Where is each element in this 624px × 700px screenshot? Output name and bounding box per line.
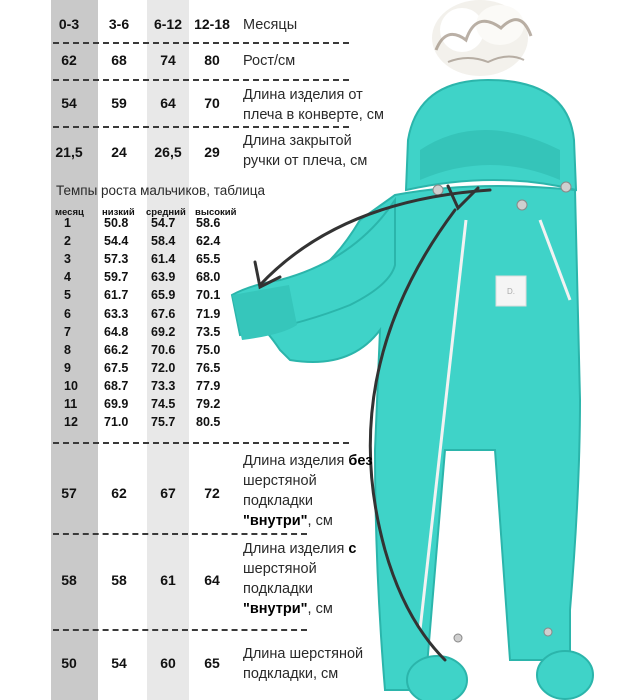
header-cell: 0-3 <box>58 16 80 32</box>
growth-month-cell: 3 <box>64 252 71 267</box>
growth-value-cell: 50.8 <box>104 216 129 230</box>
header-label: Месяцы <box>243 17 298 33</box>
growth-month-cell: 1 <box>64 216 71 230</box>
growth-month-cell: 12 <box>64 415 78 430</box>
growth-value-cell: 63.3 <box>104 306 129 321</box>
growth-month-cell: 10 <box>64 378 78 393</box>
svg-text:D.: D. <box>507 287 515 296</box>
growth-value-cell: 70.1 <box>196 288 221 303</box>
length-envelope-cell: 70 <box>204 95 220 111</box>
growth-value-cell: 79.2 <box>196 397 221 411</box>
sleeve-cell: 21,5 <box>55 144 83 160</box>
growth-month-cell: 4 <box>64 270 71 285</box>
growth-header: средний <box>146 207 186 218</box>
sleeve-label: Длина закрытой ручки от плеча, см <box>243 133 368 169</box>
growth-month-cell: 9 <box>64 360 71 375</box>
growth-value-cell: 57.3 <box>104 252 129 267</box>
growth-header: месяц <box>55 207 84 218</box>
row-separator <box>53 79 349 81</box>
growth-value-cell: 54.4 <box>104 234 129 249</box>
height-cell: 68 <box>111 52 127 68</box>
growth-value-cell: 75.0 <box>196 342 221 357</box>
with-lining-cell: 58 <box>111 572 127 588</box>
growth-month-cell: 6 <box>64 306 71 321</box>
without-lining-cell: 72 <box>204 485 220 501</box>
with-lining-cell: 61 <box>160 572 176 588</box>
with-lining-cell: 58 <box>61 572 77 588</box>
growth-value-cell: 71.0 <box>104 415 129 430</box>
row-separator <box>53 126 349 128</box>
label-text: , см <box>307 601 333 617</box>
height-cell: 74 <box>160 52 176 68</box>
growth-value-cell: 69.2 <box>151 324 176 339</box>
growth-value-cell: 67.5 <box>104 360 129 375</box>
growth-value-cell: 59.7 <box>104 270 129 285</box>
header-cell: 6-12 <box>153 16 183 32</box>
with-lining-cell: 64 <box>204 572 220 588</box>
length-envelope-cell: 54 <box>61 95 77 111</box>
lining-cell: 65 <box>204 655 220 671</box>
growth-value-cell: 67.6 <box>151 306 176 321</box>
label-emphasis: "внутри" <box>243 513 308 529</box>
sleeve-cell: 29 <box>204 144 220 160</box>
length-envelope-cell: 64 <box>160 95 176 111</box>
growth-value-cell: 64.8 <box>104 324 129 339</box>
label-emphasis: "внутри" <box>243 601 308 617</box>
lining-cell: 54 <box>111 655 127 671</box>
fur-pompom <box>432 0 531 76</box>
row-separator <box>53 629 307 631</box>
lining-cell: 50 <box>61 655 77 671</box>
growth-header: низкий <box>102 207 135 218</box>
growth-value-cell: 76.5 <box>196 360 221 375</box>
lining-cell: 60 <box>160 655 176 671</box>
growth-value-cell: 73.3 <box>151 378 176 393</box>
growth-table-title: Темпы роста мальчиков, таблица <box>56 183 266 198</box>
label-text: Длина изделия <box>243 453 349 469</box>
growth-month-cell: 11 <box>64 397 78 411</box>
growth-value-cell: 68.7 <box>104 378 129 393</box>
growth-value-cell: 73.5 <box>196 324 221 339</box>
growth-value-cell: 65.5 <box>196 252 221 267</box>
sleeve-cell: 24 <box>111 144 127 160</box>
label-text: шерстяной подкладки <box>243 473 317 509</box>
label-emphasis: без <box>348 453 373 469</box>
height-cell: 80 <box>204 52 220 68</box>
lining-label: Длина шерстяной подкладки, см <box>243 646 364 682</box>
growth-month-cell: 5 <box>64 288 71 303</box>
growth-value-cell: 75.7 <box>151 415 176 430</box>
growth-value-cell: 72.0 <box>151 360 176 375</box>
row-separator <box>53 42 349 44</box>
without-lining-label <box>243 451 373 531</box>
growth-month-cell: 8 <box>64 342 71 357</box>
label-text: , см <box>307 513 333 529</box>
sleeve-cell: 26,5 <box>154 144 182 160</box>
growth-value-cell: 77.9 <box>196 378 221 393</box>
left-foot <box>407 656 467 700</box>
growth-value-cell: 63.9 <box>151 270 176 285</box>
growth-value-cell: 68.0 <box>196 270 221 285</box>
row-separator <box>53 533 307 535</box>
growth-value-cell: 61.7 <box>104 288 129 303</box>
label-emphasis: с <box>348 541 357 557</box>
header-cell: 12-18 <box>194 16 230 32</box>
growth-value-cell: 74.5 <box>151 397 176 411</box>
growth-value-cell: 58.4 <box>151 234 176 249</box>
right-foot <box>537 651 593 699</box>
growth-value-cell: 80.5 <box>196 415 221 430</box>
growth-value-cell: 58.6 <box>196 216 221 230</box>
growth-value-cell: 62.4 <box>196 234 221 249</box>
growth-value-cell: 66.2 <box>104 342 129 357</box>
growth-header: высокий <box>195 207 237 218</box>
without-lining-cell: 62 <box>111 485 127 501</box>
growth-value-cell: 61.4 <box>151 252 176 267</box>
height-cell: 62 <box>61 52 77 68</box>
growth-value-cell: 54.7 <box>151 216 176 230</box>
length-envelope-cell: 59 <box>111 95 127 111</box>
label-text: Длина изделия <box>243 541 349 557</box>
growth-value-cell: 65.9 <box>151 288 176 303</box>
length-envelope-label: Длина изделия от плеча в конверте, см <box>243 87 385 123</box>
without-lining-cell: 57 <box>61 485 77 501</box>
without-lining-cell: 67 <box>160 485 176 501</box>
with-lining-label <box>243 539 373 619</box>
growth-value-cell: 70.6 <box>151 342 176 357</box>
label-text: шерстяной подкладки <box>243 561 317 597</box>
growth-month-cell: 7 <box>64 324 71 339</box>
growth-value-cell: 71.9 <box>196 306 221 321</box>
row-separator <box>53 442 349 444</box>
growth-value-cell: 69.9 <box>104 397 129 411</box>
height-label: Рост/см <box>243 53 296 69</box>
growth-month-cell: 2 <box>64 234 71 249</box>
header-cell: 3-6 <box>108 16 130 32</box>
